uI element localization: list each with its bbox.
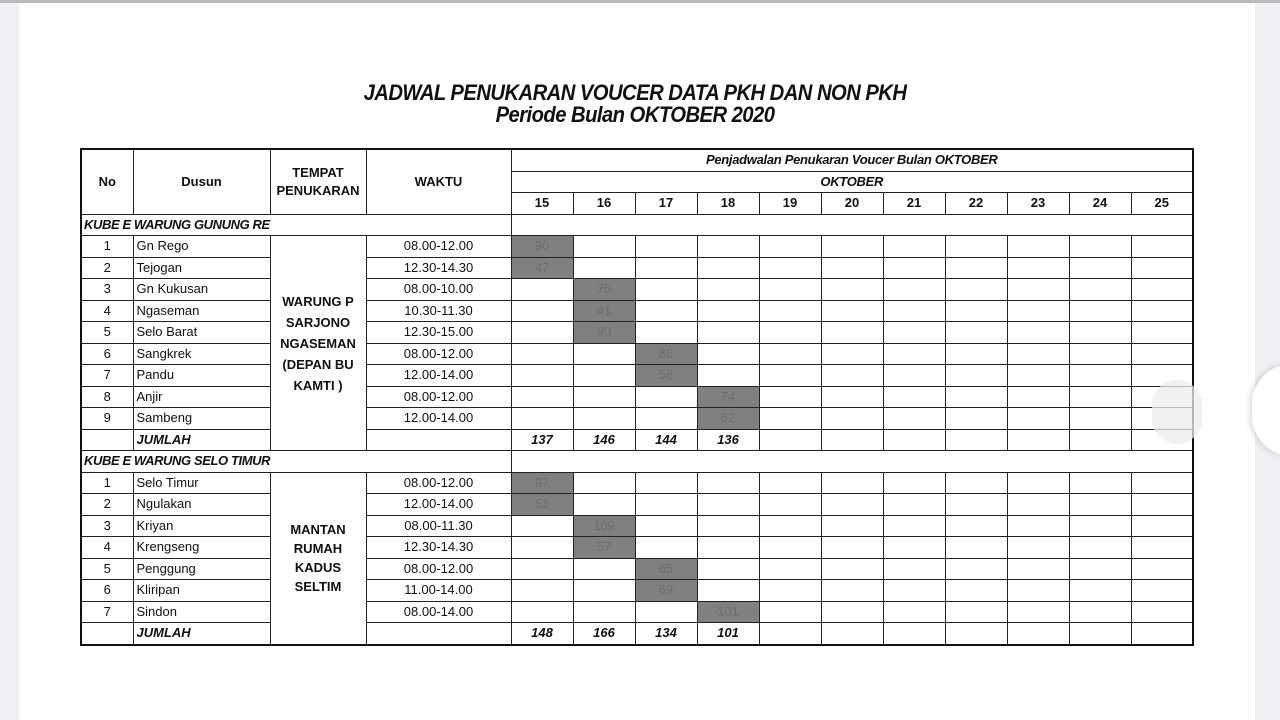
- schedule-cell-empty: [697, 279, 759, 301]
- schedule-cell-empty: [697, 257, 759, 279]
- schedule-cell-empty: [821, 537, 883, 559]
- schedule-cell-empty: [821, 408, 883, 430]
- table-row: [81, 322, 1193, 344]
- row-dusun: Tejogan: [133, 257, 270, 279]
- table-row: [81, 236, 1193, 258]
- total-row: [81, 623, 1193, 645]
- schedule-cell-empty: [1069, 386, 1131, 408]
- schedule-cell-empty: [759, 408, 821, 430]
- schedule-cell-empty: [1069, 558, 1131, 580]
- schedule-cell-empty: [821, 322, 883, 344]
- schedule-cell-empty: [573, 580, 635, 602]
- row-dusun: Kliripan: [133, 580, 270, 602]
- schedule-cell-empty: [759, 494, 821, 516]
- schedule-cell-empty: [1131, 537, 1193, 559]
- schedule-cell-empty: [821, 300, 883, 322]
- schedule-cell-empty: [697, 300, 759, 322]
- schedule-cell-empty: [1007, 515, 1069, 537]
- schedule-cell-empty: [511, 279, 573, 301]
- schedule-cell-empty: [1069, 322, 1131, 344]
- schedule-cell-empty: [821, 343, 883, 365]
- schedule-cell-empty: [821, 365, 883, 387]
- schedule-cell-empty: [697, 322, 759, 344]
- schedule-cell-empty: [1007, 601, 1069, 623]
- total-day-empty: [883, 623, 945, 645]
- schedule-cell-empty: [1007, 279, 1069, 301]
- schedule-cell-empty: [883, 408, 945, 430]
- schedule-cell-empty: [1131, 558, 1193, 580]
- schedule-cell-empty: [511, 601, 573, 623]
- schedule-cell-empty: [1007, 343, 1069, 365]
- row-dusun: Selo Barat: [133, 322, 270, 344]
- schedule-cell-empty: [945, 472, 1007, 494]
- row-waktu: 11.00-14.00: [366, 580, 511, 602]
- schedule-cell-empty: [759, 558, 821, 580]
- row-dusun: Anjir: [133, 386, 270, 408]
- schedule-cell-filled: 69: [635, 580, 697, 602]
- schedule-cell-empty: [759, 236, 821, 258]
- row-waktu: 08.00-12.00: [366, 343, 511, 365]
- total-day-17: 144: [635, 429, 697, 451]
- schedule-cell-empty: [1069, 257, 1131, 279]
- schedule-cell-empty: [945, 300, 1007, 322]
- schedule-cell-filled: 74: [697, 386, 759, 408]
- schedule-cell-empty: [635, 386, 697, 408]
- header-dusun: Dusun: [133, 149, 270, 214]
- row-no: 1: [81, 236, 133, 258]
- total-day-15: 137: [511, 429, 573, 451]
- schedule-cell-empty: [511, 343, 573, 365]
- schedule-cell-empty: [759, 322, 821, 344]
- schedule-cell-empty: [1069, 300, 1131, 322]
- schedule-cell-filled: 97: [511, 472, 573, 494]
- schedule-cell-filled: 51: [511, 494, 573, 516]
- total-day-empty: [821, 623, 883, 645]
- table-row: [81, 386, 1193, 408]
- schedule-cell-empty: [697, 558, 759, 580]
- schedule-cell-empty: [1007, 580, 1069, 602]
- schedule-cell-empty: [1007, 537, 1069, 559]
- schedule-cell-empty: [511, 558, 573, 580]
- schedule-cell-empty: [573, 365, 635, 387]
- schedule-cell-filled: 47: [511, 257, 573, 279]
- row-no: 6: [81, 580, 133, 602]
- schedule-cell-filled: 101: [697, 601, 759, 623]
- group-blank-cell: [511, 451, 1193, 473]
- schedule-table: [80, 148, 1194, 646]
- tempat-penukaran: WARUNG P SARJONO NGASEMAN (DEPAN BU KAMTI ): [270, 236, 366, 451]
- total-day-17: 134: [635, 623, 697, 645]
- total-day-empty: [945, 623, 1007, 645]
- schedule-cell-empty: [1131, 472, 1193, 494]
- schedule-cell-filled: 86: [635, 343, 697, 365]
- table-row: [81, 472, 1193, 494]
- schedule-cell-empty: [883, 257, 945, 279]
- schedule-cell-empty: [883, 365, 945, 387]
- schedule-cell-empty: [945, 537, 1007, 559]
- row-no: 4: [81, 300, 133, 322]
- schedule-cell-empty: [821, 257, 883, 279]
- total-day-empty: [759, 429, 821, 451]
- table-row: [81, 408, 1193, 430]
- total-day-empty: [1007, 623, 1069, 645]
- row-dusun: Gn Rego: [133, 236, 270, 258]
- row-waktu: 12.30-15.00: [366, 322, 511, 344]
- header-schedule-title: Penjadwalan Penukaran Voucer Bulan OKTOBER: [511, 149, 1193, 171]
- schedule-cell-empty: [759, 515, 821, 537]
- row-dusun: Penggung: [133, 558, 270, 580]
- group-name: KUBE E WARUNG SELO TIMUR: [81, 451, 511, 473]
- group-blank-cell: [511, 214, 1193, 236]
- row-waktu: 08.00-12.00: [366, 386, 511, 408]
- schedule-cell-empty: [1007, 558, 1069, 580]
- schedule-cell-empty: [1069, 494, 1131, 516]
- table-row: [81, 343, 1193, 365]
- schedule-cell-empty: [821, 472, 883, 494]
- schedule-cell-empty: [883, 537, 945, 559]
- schedule-cell-empty: [697, 365, 759, 387]
- row-no: 5: [81, 322, 133, 344]
- row-no: 1: [81, 472, 133, 494]
- table-row: [81, 494, 1193, 516]
- schedule-cell-filled: 75: [573, 279, 635, 301]
- schedule-cell-empty: [883, 472, 945, 494]
- schedule-cell-empty: [1007, 386, 1069, 408]
- schedule-cell-empty: [821, 580, 883, 602]
- tempat-penukaran: MANTAN RUMAH KADUS SELTIM: [270, 472, 366, 645]
- total-no-blank: [81, 623, 133, 645]
- schedule-cell-empty: [1069, 601, 1131, 623]
- schedule-cell-filled: 65: [635, 558, 697, 580]
- header-day-17: 17: [635, 193, 697, 215]
- schedule-cell-empty: [1131, 322, 1193, 344]
- row-waktu: 08.00-11.30: [366, 515, 511, 537]
- schedule-cell-empty: [759, 300, 821, 322]
- schedule-cell-empty: [697, 580, 759, 602]
- schedule-cell-empty: [697, 472, 759, 494]
- schedule-cell-empty: [1069, 343, 1131, 365]
- schedule-cell-empty: [1131, 515, 1193, 537]
- total-day-empty: [945, 429, 1007, 451]
- schedule-cell-empty: [635, 408, 697, 430]
- schedule-cell-empty: [945, 558, 1007, 580]
- schedule-cell-empty: [1007, 322, 1069, 344]
- row-dusun: Pandu: [133, 365, 270, 387]
- schedule-cell-filled: 109: [573, 515, 635, 537]
- schedule-cell-empty: [759, 365, 821, 387]
- row-waktu: 12.30-14.30: [366, 537, 511, 559]
- schedule-cell-empty: [697, 537, 759, 559]
- schedule-cell-empty: [697, 236, 759, 258]
- table-row: [81, 257, 1193, 279]
- row-waktu: 08.00-10.00: [366, 279, 511, 301]
- schedule-cell-empty: [573, 343, 635, 365]
- schedule-cell-empty: [511, 515, 573, 537]
- schedule-cell-empty: [883, 322, 945, 344]
- schedule-cell-empty: [573, 236, 635, 258]
- schedule-cell-empty: [1069, 236, 1131, 258]
- schedule-cell-empty: [635, 300, 697, 322]
- schedule-cell-empty: [573, 257, 635, 279]
- schedule-cell-empty: [945, 494, 1007, 516]
- group-name: KUBE E WARUNG GUNUNG RE: [81, 214, 511, 236]
- schedule-cell-empty: [945, 257, 1007, 279]
- schedule-cell-empty: [945, 322, 1007, 344]
- schedule-cell-empty: [511, 537, 573, 559]
- row-waktu: 08.00-12.00: [366, 472, 511, 494]
- header-day-20: 20: [821, 193, 883, 215]
- row-no: 7: [81, 601, 133, 623]
- schedule-cell-empty: [511, 322, 573, 344]
- total-day-18: 136: [697, 429, 759, 451]
- schedule-cell-empty: [759, 580, 821, 602]
- total-day-empty: [1069, 623, 1131, 645]
- total-waktu-blank: [366, 429, 511, 451]
- schedule-cell-empty: [1131, 343, 1193, 365]
- schedule-cell-empty: [821, 279, 883, 301]
- row-waktu: 08.00-12.00: [366, 236, 511, 258]
- total-day-16: 166: [573, 623, 635, 645]
- schedule-cell-empty: [1131, 257, 1193, 279]
- total-day-empty: [759, 623, 821, 645]
- header-day-15: 15: [511, 193, 573, 215]
- schedule-cell-empty: [883, 558, 945, 580]
- schedule-cell-empty: [821, 601, 883, 623]
- total-day-15: 148: [511, 623, 573, 645]
- table-row: [81, 300, 1193, 322]
- schedule-cell-empty: [635, 322, 697, 344]
- table-row: [81, 558, 1193, 580]
- schedule-cell-empty: [1069, 408, 1131, 430]
- total-row: [81, 429, 1193, 451]
- total-waktu-blank: [366, 623, 511, 645]
- header-month: OKTOBER: [511, 171, 1193, 193]
- header-day-22: 22: [945, 193, 1007, 215]
- total-day-18: 101: [697, 623, 759, 645]
- side-navigation-button[interactable]: [1252, 364, 1280, 456]
- header-waktu: WAKTU: [366, 149, 511, 214]
- schedule-cell-empty: [759, 537, 821, 559]
- row-dusun: Ngaseman: [133, 300, 270, 322]
- schedule-cell-empty: [821, 558, 883, 580]
- schedule-cell-empty: [759, 343, 821, 365]
- schedule-cell-empty: [945, 386, 1007, 408]
- schedule-cell-empty: [1007, 257, 1069, 279]
- schedule-cell-empty: [1069, 365, 1131, 387]
- schedule-cell-empty: [883, 279, 945, 301]
- total-day-empty: [1007, 429, 1069, 451]
- schedule-cell-empty: [573, 472, 635, 494]
- schedule-cell-empty: [1007, 300, 1069, 322]
- schedule-cell-empty: [1007, 494, 1069, 516]
- schedule-cell-empty: [1007, 408, 1069, 430]
- total-no-blank: [81, 429, 133, 451]
- schedule-cell-empty: [573, 408, 635, 430]
- header-tempat: TEMPAT PENUKARAN: [270, 149, 366, 214]
- row-dusun: Sangkrek: [133, 343, 270, 365]
- schedule-cell-empty: [573, 386, 635, 408]
- schedule-cell-empty: [759, 601, 821, 623]
- schedule-cell-empty: [573, 494, 635, 516]
- table-row: [81, 515, 1193, 537]
- schedule-cell-empty: [945, 365, 1007, 387]
- document-title: JADWAL PENUKARAN VOUCER DATA PKH DAN NON PKH: [363, 80, 907, 105]
- schedule-cell-empty: [635, 537, 697, 559]
- schedule-cell-empty: [945, 343, 1007, 365]
- row-dusun: Sindon: [133, 601, 270, 623]
- row-waktu: 10.30-11.30: [366, 300, 511, 322]
- row-waktu: 12.00-14.00: [366, 408, 511, 430]
- schedule-cell-empty: [635, 257, 697, 279]
- schedule-cell-empty: [883, 343, 945, 365]
- table-row: [81, 601, 1193, 623]
- header-day-18: 18: [697, 193, 759, 215]
- schedule-cell-filled: 62: [697, 408, 759, 430]
- schedule-cell-empty: [759, 279, 821, 301]
- schedule-cell-empty: [759, 257, 821, 279]
- total-label: JUMLAH: [133, 429, 270, 451]
- schedule-cell-empty: [573, 558, 635, 580]
- row-no: 2: [81, 257, 133, 279]
- schedule-cell-empty: [1069, 279, 1131, 301]
- schedule-cell-empty: [883, 494, 945, 516]
- schedule-cell-empty: [1131, 601, 1193, 623]
- schedule-cell-empty: [759, 386, 821, 408]
- total-label: JUMLAH: [133, 623, 270, 645]
- schedule-cell-empty: [573, 601, 635, 623]
- schedule-cell-empty: [1131, 580, 1193, 602]
- table-row: [81, 580, 1193, 602]
- schedule-cell-filled: 90: [511, 236, 573, 258]
- schedule-cell-empty: [883, 580, 945, 602]
- schedule-cell-empty: [511, 300, 573, 322]
- header-day-21: 21: [883, 193, 945, 215]
- schedule-cell-empty: [1131, 494, 1193, 516]
- row-no: 2: [81, 494, 133, 516]
- schedule-cell-empty: [1069, 580, 1131, 602]
- total-day-empty: [1069, 429, 1131, 451]
- schedule-cell-empty: [1007, 236, 1069, 258]
- total-day-empty: [883, 429, 945, 451]
- schedule-cell-empty: [1131, 300, 1193, 322]
- schedule-cell-empty: [635, 601, 697, 623]
- row-dusun: Kriyan: [133, 515, 270, 537]
- schedule-cell-empty: [697, 343, 759, 365]
- row-no: 4: [81, 537, 133, 559]
- table-row: [81, 537, 1193, 559]
- row-dusun: Selo Timur: [133, 472, 270, 494]
- schedule-cell-empty: [883, 300, 945, 322]
- row-waktu: 08.00-14.00: [366, 601, 511, 623]
- row-waktu: 08.00-12.00: [366, 558, 511, 580]
- row-waktu: 12.30-14.30: [366, 257, 511, 279]
- schedule-cell-empty: [511, 386, 573, 408]
- schedule-cell-filled: 30: [573, 322, 635, 344]
- header-day-24: 24: [1069, 193, 1131, 215]
- group-header-row: [81, 214, 1193, 236]
- schedule-cell-empty: [697, 515, 759, 537]
- group-header-row: [81, 451, 1193, 473]
- schedule-cell-empty: [883, 515, 945, 537]
- schedule-cell-empty: [1069, 537, 1131, 559]
- schedule-cell-empty: [1069, 472, 1131, 494]
- schedule-cell-empty: [945, 601, 1007, 623]
- schedule-cell-empty: [821, 515, 883, 537]
- schedule-cell-empty: [883, 386, 945, 408]
- schedule-cell-empty: [821, 386, 883, 408]
- row-no: 3: [81, 279, 133, 301]
- schedule-cell-empty: [697, 494, 759, 516]
- total-day-empty: [821, 429, 883, 451]
- schedule-cell-filled: 57: [573, 537, 635, 559]
- schedule-cell-empty: [635, 279, 697, 301]
- schedule-cell-empty: [511, 408, 573, 430]
- schedule-cell-empty: [635, 494, 697, 516]
- row-waktu: 12.00-14.00: [366, 365, 511, 387]
- row-no: 5: [81, 558, 133, 580]
- header-day-19: 19: [759, 193, 821, 215]
- row-dusun: Sambeng: [133, 408, 270, 430]
- schedule-cell-empty: [883, 601, 945, 623]
- schedule-cell-empty: [945, 279, 1007, 301]
- document-subtitle: Periode Bulan OKTOBER 2020: [495, 102, 775, 127]
- schedule-cell-empty: [1131, 279, 1193, 301]
- schedule-cell-empty: [821, 494, 883, 516]
- row-dusun: Krengseng: [133, 537, 270, 559]
- schedule-cell-empty: [945, 408, 1007, 430]
- schedule-cell-filled: 58: [635, 365, 697, 387]
- schedule-cell-empty: [759, 472, 821, 494]
- schedule-cell-empty: [635, 472, 697, 494]
- schedule-cell-empty: [1007, 365, 1069, 387]
- schedule-cell-empty: [945, 236, 1007, 258]
- schedule-cell-empty: [635, 236, 697, 258]
- scroll-indicator[interactable]: [1152, 380, 1202, 444]
- table-row: [81, 279, 1193, 301]
- row-no: 8: [81, 386, 133, 408]
- total-day-16: 146: [573, 429, 635, 451]
- row-no: 3: [81, 515, 133, 537]
- row-waktu: 12.00-14.00: [366, 494, 511, 516]
- header-day-23: 23: [1007, 193, 1069, 215]
- schedule-cell-empty: [945, 580, 1007, 602]
- schedule-cell-empty: [1069, 515, 1131, 537]
- schedule-cell-empty: [1131, 236, 1193, 258]
- row-no: 6: [81, 343, 133, 365]
- header-day-25: 25: [1131, 193, 1193, 215]
- schedule-cell-empty: [821, 236, 883, 258]
- row-dusun: Gn Kukusan: [133, 279, 270, 301]
- row-no: 9: [81, 408, 133, 430]
- table-row: [81, 365, 1193, 387]
- schedule-cell-empty: [511, 580, 573, 602]
- schedule-cell-empty: [945, 515, 1007, 537]
- row-no: 7: [81, 365, 133, 387]
- header-no: No: [81, 149, 133, 214]
- total-day-empty: [1131, 623, 1193, 645]
- header-day-16: 16: [573, 193, 635, 215]
- schedule-cell-empty: [883, 236, 945, 258]
- schedule-cell-empty: [635, 515, 697, 537]
- schedule-cell-empty: [1007, 472, 1069, 494]
- row-dusun: Ngulakan: [133, 494, 270, 516]
- schedule-cell-filled: 41: [573, 300, 635, 322]
- schedule-cell-empty: [511, 365, 573, 387]
